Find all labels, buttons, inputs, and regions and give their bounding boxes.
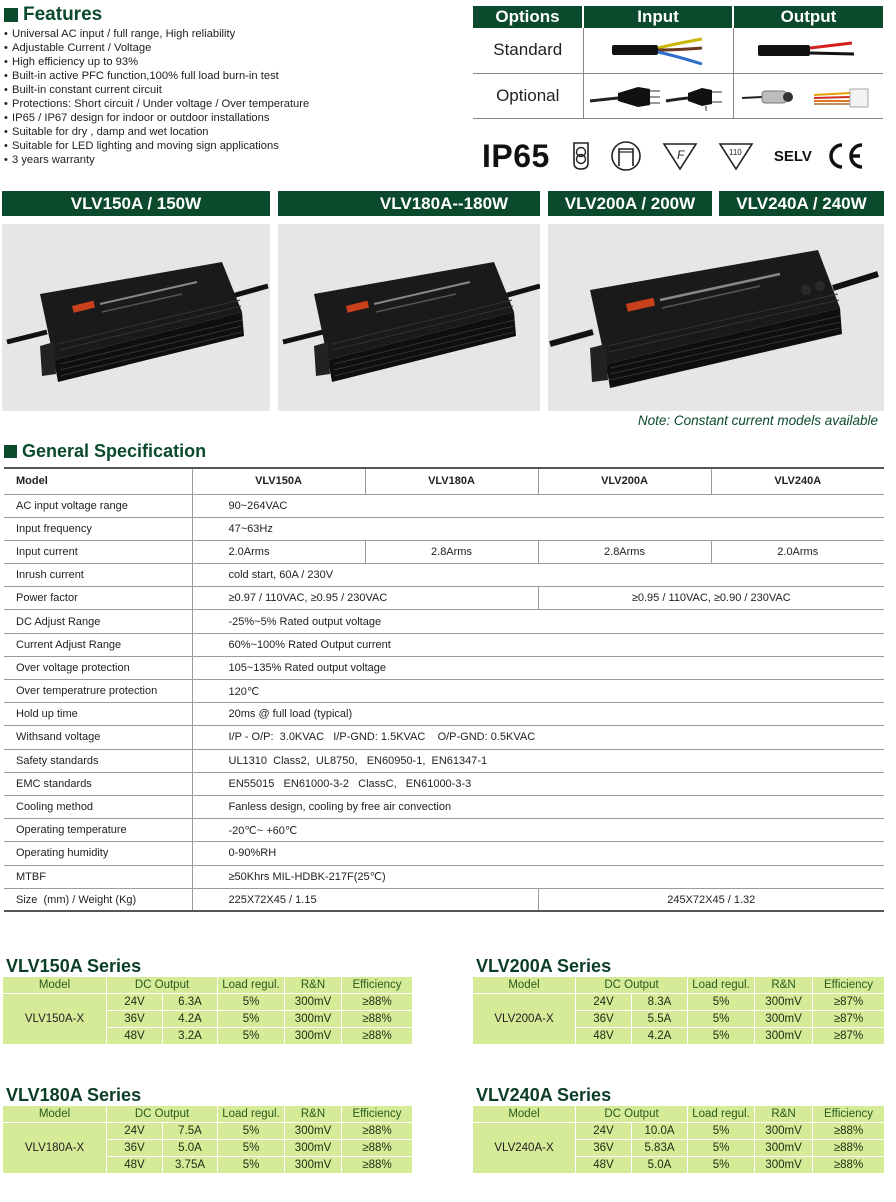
col-load-regul: Load regul. [688, 977, 755, 994]
constant-current-note: Note: Constant current models available [637, 413, 878, 428]
load-regulation: 5% [688, 1140, 755, 1157]
feature-item: • IP65 / IP67 design for indoor or outdoor installations [4, 111, 309, 125]
load-regulation: 5% [218, 1157, 285, 1174]
voltage: 48V [107, 1028, 163, 1045]
col-efficiency: Efficiency [813, 977, 885, 994]
current: 8.3A [632, 994, 688, 1011]
spec-row [4, 726, 884, 749]
spec-label: Input current [4, 540, 192, 563]
voltage: 36V [107, 1140, 163, 1157]
svg-text:F: F [676, 148, 685, 162]
spec-value: 2.8Arms [365, 540, 538, 563]
led-driver-image [278, 224, 540, 411]
col-dc-output: DC Output [576, 1106, 688, 1123]
spec-value: 47~63Hz [192, 517, 884, 540]
spec-value: -25%~5% Rated output voltage [192, 610, 884, 633]
f-mark-icon [662, 141, 698, 171]
product-photo-vlv180a [278, 224, 540, 411]
feature-item: • 3 years warranty [4, 153, 309, 167]
col-model: Model [3, 1106, 107, 1123]
input-header: Input [583, 6, 733, 28]
led-driver-image [2, 224, 270, 411]
output-header: Output [733, 6, 883, 28]
series-model: VLV240A-X [473, 1123, 576, 1174]
standard-output-cable [733, 28, 883, 73]
model-vlv180a: VLV180A [365, 468, 538, 494]
spec-value: UL1310 Class2, UL8750, EN60950-1, EN61347-1 [192, 749, 884, 772]
voltage: 24V [576, 1123, 632, 1140]
spec-value: -20℃~ +60℃ [192, 819, 884, 842]
vlv150a-series-title: VLV150A Series [6, 956, 142, 976]
feature-item: • Suitable for LED lighting and moving sign applications [4, 139, 309, 153]
ripple-noise: 300mV [755, 1123, 813, 1140]
spec-label: AC input voltage range [4, 494, 192, 517]
product-banner-vlv150a: VLV150A / 150W [2, 191, 270, 216]
spec-row [4, 749, 884, 772]
class-ii-transformer-icon [572, 141, 590, 171]
vlv200a-series-title: VLV200A Series [476, 956, 612, 976]
voltage: 24V [576, 994, 632, 1011]
spec-label: Withsand voltage [4, 726, 192, 749]
two-wire-cable-icon [756, 32, 860, 68]
load-regulation: 5% [688, 1123, 755, 1140]
current: 6.3A [163, 994, 218, 1011]
vlv200a-series-table [472, 976, 885, 1045]
col-rn: R&N [285, 1106, 342, 1123]
led-driver-image [548, 224, 884, 411]
col-load-regul: Load regul. [688, 1106, 755, 1123]
spec-row [4, 540, 884, 563]
optional-label: Optional [473, 73, 583, 118]
spec-value: I/P - O/P: 3.0KVAC I/P-GND: 1.5KVAC O/P-GND: 0.5KVAC [192, 726, 884, 749]
features-list [4, 27, 309, 167]
feature-item: • Built-in active PFC function,100% full load burn-in test [4, 69, 309, 83]
voltage: 48V [576, 1028, 632, 1045]
col-efficiency: Efficiency [342, 977, 413, 994]
spec-value: 225X72X45 / 1.15 [192, 888, 538, 911]
product-banner-vlv180a: VLV180A--180W [278, 191, 540, 216]
col-model: Model [3, 977, 107, 994]
efficiency: ≥88% [342, 994, 413, 1011]
voltage: 36V [576, 1011, 632, 1028]
ripple-noise: 300mV [285, 1157, 342, 1174]
product-photo-vlv200a-vlv240a [548, 224, 884, 411]
spec-row [4, 865, 884, 888]
current: 3.2A [163, 1028, 218, 1045]
col-model: Model [473, 1106, 576, 1123]
spec-label: Size (mm) / Weight (Kg) [4, 888, 192, 911]
col-dc-output: DC Output [107, 977, 218, 994]
spec-row [4, 795, 884, 818]
optional-input-plugs [583, 73, 733, 118]
current: 10.0A [632, 1123, 688, 1140]
spec-row [4, 888, 884, 911]
spec-value: 120℃ [192, 680, 884, 703]
series-model: VLV180A-X [3, 1123, 107, 1174]
spec-value: cold start, 60A / 230V [192, 564, 884, 587]
spec-label: EMC standards [4, 772, 192, 795]
vlv150a-series-table [2, 976, 413, 1045]
voltage: 36V [107, 1011, 163, 1028]
spec-label: Hold up time [4, 703, 192, 726]
spec-label: DC Adjust Range [4, 610, 192, 633]
load-regulation: 5% [688, 994, 755, 1011]
spec-label: Safety standards [4, 749, 192, 772]
feature-item: • Suitable for dry , damp and wet location [4, 125, 309, 139]
three-wire-cable-icon [610, 32, 706, 68]
product-banner-vlv200a: VLV200A / 200W [548, 191, 712, 216]
load-regulation: 5% [688, 1028, 755, 1045]
spec-value: 20ms @ full load (typical) [192, 703, 884, 726]
spec-row [4, 703, 884, 726]
efficiency: ≥88% [342, 1157, 413, 1174]
spec-row [4, 772, 884, 795]
features-heading [4, 4, 102, 26]
square-bullet-icon [4, 8, 18, 22]
spec-row [4, 680, 884, 703]
load-regulation: 5% [688, 1011, 755, 1028]
spec-label: Over voltage protection [4, 656, 192, 679]
spec-value: 0-90%RH [192, 842, 884, 865]
connector-icon [738, 79, 878, 113]
col-efficiency: Efficiency [813, 1106, 885, 1123]
col-rn: R&N [755, 1106, 813, 1123]
col-dc-output: DC Output [576, 977, 688, 994]
spec-row [4, 633, 884, 656]
current: 4.2A [163, 1011, 218, 1028]
svg-text:110: 110 [728, 148, 742, 157]
ce-mark-icon [826, 141, 866, 171]
current: 7.5A [163, 1123, 218, 1140]
spec-value: 2.0Arms [192, 540, 365, 563]
load-regulation: 5% [688, 1157, 755, 1174]
spec-value: EN55015 EN61000-3-2 ClassC, EN61000-3-3 [192, 772, 884, 795]
voltage: 24V [107, 1123, 163, 1140]
vlv180a-series-title: VLV180A Series [6, 1085, 142, 1105]
efficiency: ≥88% [342, 1011, 413, 1028]
col-rn: R&N [285, 977, 342, 994]
ripple-noise: 300mV [285, 1123, 342, 1140]
ripple-noise: 300mV [285, 1028, 342, 1045]
current: 5.5A [632, 1011, 688, 1028]
spec-row [4, 587, 884, 610]
current: 5.0A [632, 1157, 688, 1174]
standard-label: Standard [473, 28, 583, 73]
spec-label: Current Adjust Range [4, 633, 192, 656]
efficiency: ≥88% [813, 1140, 885, 1157]
feature-item: • Adjustable Current / Voltage [4, 41, 309, 55]
spec-row [4, 494, 884, 517]
spec-label: MTBF [4, 865, 192, 888]
spec-label: Power factor [4, 587, 192, 610]
ripple-noise: 300mV [285, 994, 342, 1011]
col-rn: R&N [755, 977, 813, 994]
model-vlv240a: VLV240A [711, 468, 884, 494]
load-regulation: 5% [218, 1011, 285, 1028]
efficiency: ≥88% [813, 1157, 885, 1174]
general-specification-heading [4, 441, 206, 462]
col-model: Model [473, 977, 576, 994]
spec-value: ≥50Khrs MIL-HDBK-217F(25℃) [192, 865, 884, 888]
options-table [473, 6, 883, 119]
col-dc-output: DC Output [107, 1106, 218, 1123]
col-load-regul: Load regul. [218, 977, 285, 994]
ripple-noise: 300mV [285, 1140, 342, 1157]
spec-label: Operating humidity [4, 842, 192, 865]
spec-row [4, 656, 884, 679]
efficiency: ≥87% [813, 1011, 885, 1028]
power-plug-icon [588, 79, 728, 113]
series-model: VLV150A-X [3, 994, 107, 1045]
ip65-rating: IP65 [482, 137, 550, 174]
efficiency: ≥87% [813, 994, 885, 1011]
spec-row [4, 610, 884, 633]
model-vlv200a: VLV200A [538, 468, 711, 494]
voltage: 48V [576, 1157, 632, 1174]
load-regulation: 5% [218, 1028, 285, 1045]
ripple-noise: 300mV [755, 994, 813, 1011]
spec-label: Over temperatrure protection [4, 680, 192, 703]
spec-value: ≥0.97 / 110VAC, ≥0.95 / 230VAC [192, 587, 538, 610]
feature-item: • Protections: Short circuit / Under voltage / Over temperature [4, 97, 309, 111]
feature-item: • Built-in constant current circuit [4, 83, 309, 97]
spec-value: 245X72X45 / 1.32 [538, 888, 884, 911]
feature-item: • High efficiency up to 93% [4, 55, 309, 69]
current: 4.2A [632, 1028, 688, 1045]
spec-header-row [4, 468, 884, 494]
110-triangle-icon [718, 141, 754, 171]
spec-row [4, 842, 884, 865]
spec-row [4, 819, 884, 842]
efficiency: ≥88% [342, 1140, 413, 1157]
options-header: Options [473, 6, 583, 28]
spec-value: 60%~100% Rated Output current [192, 633, 884, 656]
efficiency: ≥88% [342, 1028, 413, 1045]
spec-label: Inrush current [4, 564, 192, 587]
ripple-noise: 300mV [755, 1011, 813, 1028]
spec-title: General Specification [22, 441, 207, 461]
spec-label: Cooling method [4, 795, 192, 818]
current: 5.0A [163, 1140, 218, 1157]
model-vlv150a: VLV150A [192, 468, 365, 494]
product-banner-vlv240a: VLV240A / 240W [719, 191, 884, 216]
current: 3.75A [163, 1157, 218, 1174]
spec-value: 2.8Arms [538, 540, 711, 563]
model-header: Model [4, 468, 192, 494]
load-regulation: 5% [218, 1123, 285, 1140]
vlv240a-series-title: VLV240A Series [476, 1085, 612, 1105]
product-photo-vlv150a [2, 224, 270, 411]
ripple-noise: 300mV [755, 1157, 813, 1174]
ripple-noise: 300mV [285, 1011, 342, 1028]
ripple-noise: 300mV [755, 1028, 813, 1045]
spec-row [4, 517, 884, 540]
spec-label: Input frequency [4, 517, 192, 540]
efficiency: ≥87% [813, 1028, 885, 1045]
square-bullet-icon [4, 445, 17, 458]
spec-value: ≥0.95 / 110VAC, ≥0.90 / 230VAC [538, 587, 884, 610]
spec-value: 90~264VAC [192, 494, 884, 517]
vlv180a-series-table [2, 1105, 413, 1174]
general-spec-table [4, 467, 884, 912]
spec-label: Operating temperature [4, 819, 192, 842]
current: 5.83A [632, 1140, 688, 1157]
features-title: Features [23, 4, 103, 25]
voltage: 36V [576, 1140, 632, 1157]
load-regulation: 5% [218, 994, 285, 1011]
efficiency: ≥88% [342, 1123, 413, 1140]
col-load-regul: Load regul. [218, 1106, 285, 1123]
efficiency: ≥88% [813, 1123, 885, 1140]
selv-mark: SELV [773, 147, 812, 165]
series-model: VLV200A-X [473, 994, 576, 1045]
voltage: 24V [107, 994, 163, 1011]
spec-row [4, 564, 884, 587]
spec-value: Fanless design, cooling by free air convection [192, 795, 884, 818]
load-regulation: 5% [218, 1140, 285, 1157]
optional-output-connectors [733, 73, 883, 118]
feature-item: • Universal AC input / full range, High reliability [4, 27, 309, 41]
spec-value: 105~135% Rated output voltage [192, 656, 884, 679]
voltage: 48V [107, 1157, 163, 1174]
col-efficiency: Efficiency [342, 1106, 413, 1123]
ripple-noise: 300mV [755, 1140, 813, 1157]
spec-value: 2.0Arms [711, 540, 884, 563]
standard-input-cable [583, 28, 733, 73]
certification-row [482, 138, 866, 174]
safety-isolating-icon [610, 140, 642, 172]
vlv240a-series-table [472, 1105, 885, 1174]
